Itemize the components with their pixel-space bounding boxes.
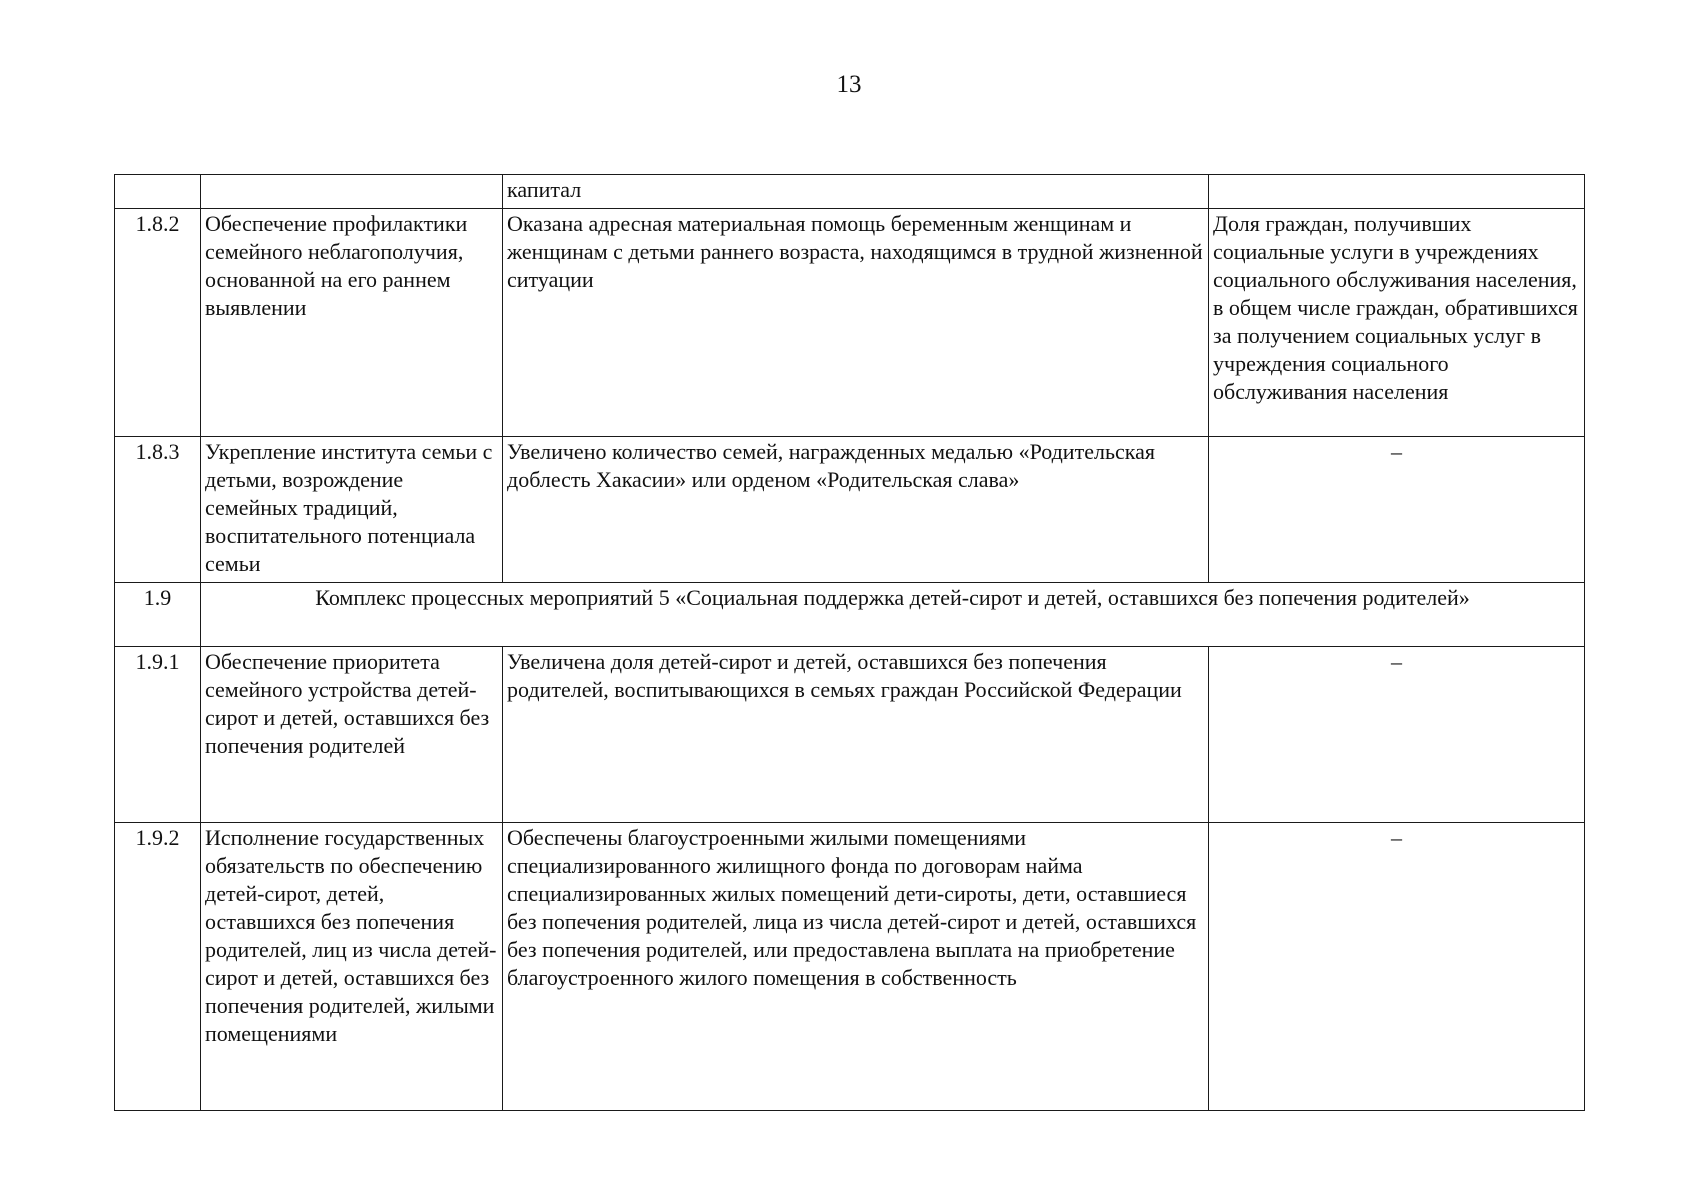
indicator-cell xyxy=(1209,175,1585,209)
result-cell: Обеспечены благоустроенными жилыми помещениями специализированного жилищного фонда по договорам найма специализированных жилых помещений дети-сироты, дети, оставшиеся без попечения родителей, лица из числа детей-сирот и детей, оставшихся без попечения родителей, или предоставлена выплата на приобретение благоустроенного жилого помещения в собственность xyxy=(503,823,1209,1111)
table-row xyxy=(115,437,1585,583)
result-cell: Увеличено количество семей, награжденных медалью «Родительская доблесть Хакасии» или орденом «Родительская слава» xyxy=(503,437,1209,583)
row-number-cell: 1.9.2 xyxy=(115,823,201,1111)
indicator-cell: – xyxy=(1209,647,1585,823)
indicator-cell: – xyxy=(1209,437,1585,583)
table-row xyxy=(115,175,1585,209)
indicator-cell: – xyxy=(1209,823,1585,1111)
section-row xyxy=(115,583,1585,647)
table-row xyxy=(115,209,1585,437)
table-row xyxy=(115,823,1585,1111)
row-number-cell xyxy=(115,175,201,209)
section-title-cell: Комплекс процессных мероприятий 5 «Социальная поддержка детей-сирот и детей, оставшихся без попечения родителей» xyxy=(201,583,1585,647)
indicator-cell: Доля граждан, получивших социальные услуги в учреждениях социального обслуживания населения, в общем числе граждан, обратившихся за получением социальных услуг в учреждения социального обслуживания населения xyxy=(1209,209,1585,437)
task-cell xyxy=(201,175,503,209)
table-row xyxy=(115,647,1585,823)
task-cell: Исполнение государственных обязательств по обеспечению детей-сирот, детей, оставшихся без попечения родителей, лиц из числа детей-сирот и детей, оставшихся без попечения родителей, жилыми помещениями xyxy=(201,823,503,1111)
row-number-cell: 1.9 xyxy=(115,583,201,647)
result-cell: Оказана адресная материальная помощь беременным женщинам и женщинам с детьми раннего возраста, находящимся в трудной жизненной ситуации xyxy=(503,209,1209,437)
row-number-cell: 1.8.2 xyxy=(115,209,201,437)
row-number-cell: 1.8.3 xyxy=(115,437,201,583)
row-number-cell: 1.9.1 xyxy=(115,647,201,823)
task-cell: Обеспечение приоритета семейного устройства детей-сирот и детей, оставшихся без попечения родителей xyxy=(201,647,503,823)
task-cell: Укрепление института семьи с детьми, возрождение семейных традиций, воспитательного потенциала семьи xyxy=(201,437,503,583)
task-cell: Обеспечение профилактики семейного неблагополучия, основанной на его раннем выявлении xyxy=(201,209,503,437)
measures-table xyxy=(114,174,1585,1111)
result-cell: капитал xyxy=(503,175,1209,209)
page-number: 13 xyxy=(836,71,862,98)
result-cell: Увеличена доля детей-сирот и детей, оставшихся без попечения родителей, воспитывающихся в семьях граждан Российской Федерации xyxy=(503,647,1209,823)
